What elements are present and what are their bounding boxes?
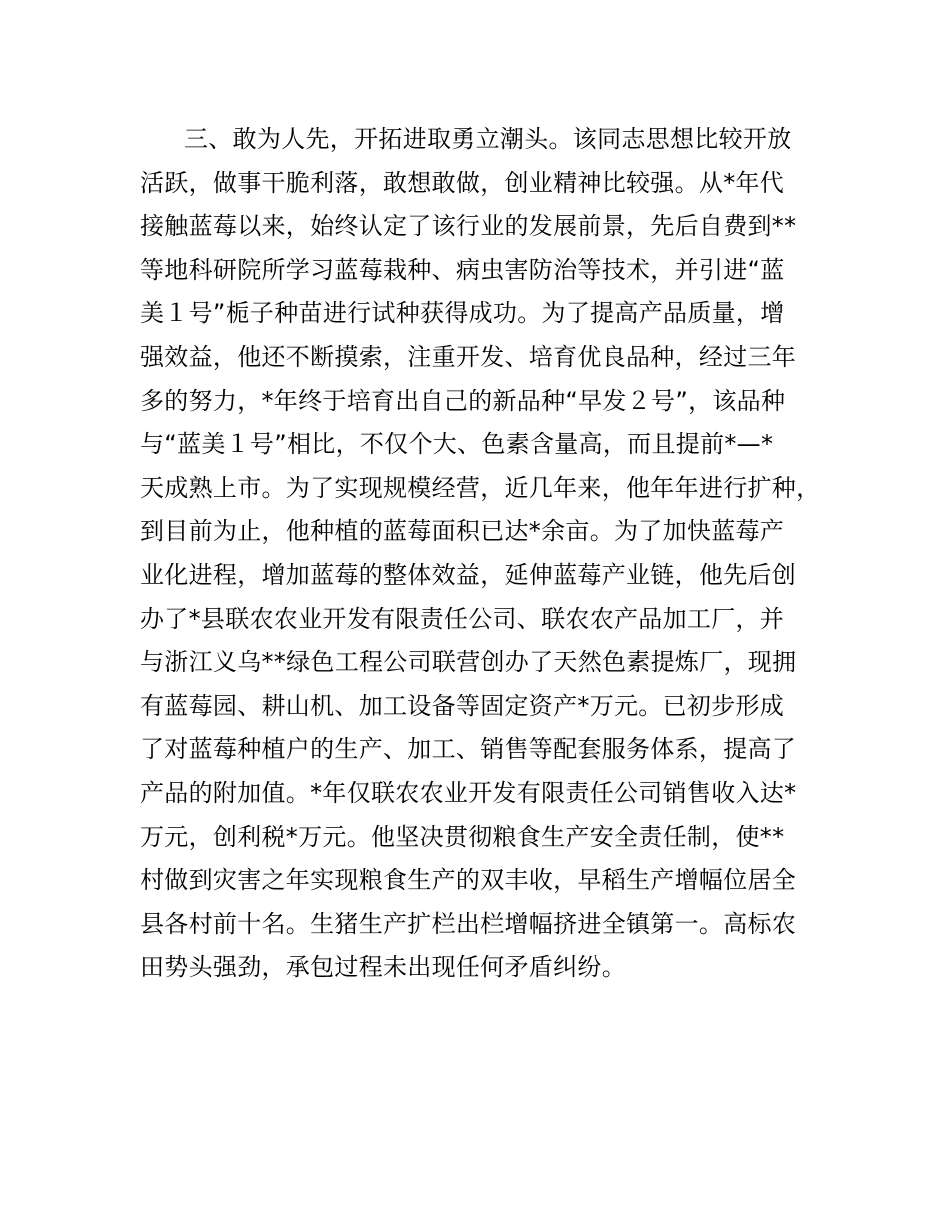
paragraph-line: 三、敢为人先，开拓进取勇立潮头。该同志思想比较开放 — [184, 125, 792, 153]
paragraph-line: 与浙江义乌**绿色工程公司联营创办了天然色素提炼厂，现拥 — [140, 648, 797, 677]
body-paragraph — [140, 118, 840, 990]
paragraph-line: 村做到灾害之年实现粮食生产的双丰收，早稻生产增幅位居全 — [140, 866, 797, 895]
paragraph-line: 办了*县联农农业开发有限责任公司、联农农产品加工厂，并 — [140, 604, 785, 633]
paragraph-line: 田势头强劲，承包过程未出现任何矛盾纠纷。 — [140, 953, 626, 982]
paragraph-line: 活跃，做事干脆利落，敢想敢做，创业精神比较强。从*年代 — [140, 168, 785, 197]
paragraph-line: 到目前为止，他种植的蓝莓面积已达*余亩。为了加快蓝莓产 — [140, 517, 785, 546]
paragraph-line: 有蓝莓园、耕山机、加工设备等固定资产*万元。已初步形成 — [140, 691, 785, 720]
paragraph-line: 万元，创利税*万元。他坚决贯彻粮食生产安全责任制，使** — [140, 822, 785, 851]
paragraph-line: 接触蓝莓以来，始终认定了该行业的发展前景，先后自费到** — [140, 212, 797, 241]
paragraph-line: 业化进程，增加蓝莓的整体效益，延伸蓝莓产业链，他先后创 — [140, 560, 797, 589]
paragraph-line: 了对蓝莓种植户的生产、加工、销售等配套服务体系，提高了 — [140, 735, 797, 764]
paragraph-line: 县各村前十名。生猪生产扩栏出栏增幅挤进全镇第一。高标农 — [140, 909, 797, 938]
paragraph-line: 天成熟上市。为了实现规模经营，近几年来，他年年进行扩种， — [140, 473, 821, 502]
paragraph-line: 与“蓝美１号”相比，不仅个大、色素含量高，而且提前*—* — [140, 430, 774, 459]
paragraph-line: 等地科研院所学习蓝莓栽种、病虫害防治等技术，并引进“蓝 — [140, 255, 785, 284]
paragraph-line: 强效益，他还不断摸索，注重开发、培育优良品种，经过三年 — [140, 342, 797, 371]
paragraph-line: 多的努力，*年终于培育出自己的新品种“早发２号”，该品种 — [140, 386, 786, 415]
paragraph-line: 美１号”栀子种苗进行试种获得成功。为了提高产品质量，增 — [140, 299, 785, 328]
paragraph-line: 产品的附加值。*年仅联农农业开发有限责任公司销售收入达* — [140, 778, 797, 807]
